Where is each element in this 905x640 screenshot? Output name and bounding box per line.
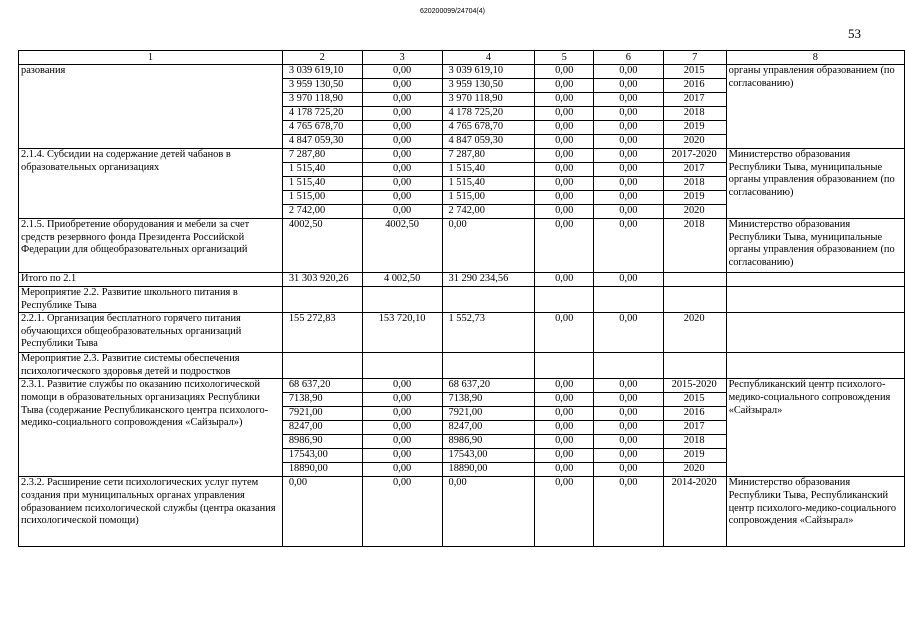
column-header: 5 (535, 51, 594, 65)
table-row (19, 149, 905, 163)
table-row (19, 273, 905, 287)
table-cell: 8247,00 (282, 421, 362, 435)
table-cell: 0,00 (362, 393, 442, 407)
table-cell: 0,00 (535, 379, 594, 393)
table-cell: 0,00 (594, 149, 664, 163)
table-cell: 0,00 (535, 177, 594, 191)
table-cell: 0,00 (594, 121, 664, 135)
table-cell: 0,00 (535, 79, 594, 93)
table-row (19, 353, 905, 379)
table-cell: 0,00 (362, 149, 442, 163)
column-header: 7 (663, 51, 726, 65)
table-cell (663, 353, 726, 379)
table-cell: 18890,00 (442, 463, 535, 477)
table-cell: 2017 (663, 163, 726, 177)
table-cell: 0,00 (535, 163, 594, 177)
table-cell: 2017 (663, 93, 726, 107)
table-cell: 1 515,00 (442, 191, 535, 205)
table-cell: 0,00 (594, 163, 664, 177)
table-cell: 68 637,20 (442, 379, 535, 393)
table-cell: 0,00 (362, 163, 442, 177)
table-cell: 0,00 (594, 191, 664, 205)
table-cell: 0,00 (594, 273, 664, 287)
row-label-meropriyatie-2-3: Мероприятие 2.3. Развитие системы обеспечения психологического здоровья детей и подростков (19, 353, 283, 379)
table-cell: 0,00 (594, 421, 664, 435)
table-cell: 0,00 (535, 65, 594, 79)
table-cell: 4 178 725,20 (442, 107, 535, 121)
table-cell (663, 287, 726, 313)
table-cell: 0,00 (535, 135, 594, 149)
table-cell: 3 039 619,10 (282, 65, 362, 79)
table-cell: 0,00 (535, 121, 594, 135)
table-cell: 17543,00 (282, 449, 362, 463)
table-cell: 0,00 (594, 393, 664, 407)
table-cell: 3 970 118,90 (442, 93, 535, 107)
row-label-2-3-1: 2.3.1. Развитие службы по оказанию психологической помощи в образовательных организациях Республики Тыва (содержание Республиканского центра психолого-медико-социального сопровождения «Сайзырал») (19, 379, 283, 477)
executor-cell (726, 273, 904, 287)
table-cell: 4 847 059,30 (442, 135, 535, 149)
table-cell: 0,00 (535, 205, 594, 219)
table-cell: 31 290 234,56 (442, 273, 535, 287)
row-label-razovaniya: разования (19, 65, 283, 149)
table-cell: 2020 (663, 205, 726, 219)
table-cell: 2017 (663, 421, 726, 435)
table-cell: 0,00 (594, 107, 664, 121)
table-cell (535, 353, 594, 379)
table-row (19, 379, 905, 393)
table-cell (282, 353, 362, 379)
table-cell: 0,00 (594, 65, 664, 79)
table-cell: 0,00 (362, 477, 442, 547)
table-cell: 155 272,83 (282, 313, 362, 353)
table-cell: 0,00 (362, 407, 442, 421)
table-cell: 7 287,80 (442, 149, 535, 163)
table-cell: 0,00 (594, 449, 664, 463)
table-cell: 2018 (663, 177, 726, 191)
table-cell: 0,00 (535, 393, 594, 407)
table-cell: 0,00 (594, 435, 664, 449)
table-cell (362, 353, 442, 379)
table-cell: 0,00 (362, 205, 442, 219)
row-label-2-3-2: 2.3.2. Расширение сети психологических услуг путем создания при муниципальных органах управления образованием психологической службы (центра оказания психологической помощи) (19, 477, 283, 547)
table-cell: 0,00 (535, 477, 594, 547)
table-cell: 0,00 (594, 379, 664, 393)
executor-cell: Республиканский центр психолого-медико-социального сопровождения «Сайзырал» (726, 379, 904, 477)
table-cell: 0,00 (442, 219, 535, 273)
table-cell: 2015-2020 (663, 379, 726, 393)
table-cell: 1 515,40 (282, 163, 362, 177)
table-cell: 68 637,20 (282, 379, 362, 393)
executor-cell: Министерство образования Республики Тыва, муниципальные органы управления образованием (по согласованию) (726, 149, 904, 219)
table-cell: 3 959 130,50 (442, 79, 535, 93)
table-cell: 0,00 (535, 93, 594, 107)
table-cell: 2015 (663, 393, 726, 407)
table-cell: 0,00 (535, 149, 594, 163)
table-cell: 7921,00 (282, 407, 362, 421)
table-cell: 7138,90 (442, 393, 535, 407)
table-cell: 2015 (663, 65, 726, 79)
column-header: 1 (19, 51, 283, 65)
table-cell: 1 552,73 (442, 313, 535, 353)
table-cell: 4 002,50 (362, 273, 442, 287)
table-cell (594, 353, 664, 379)
row-label-itogo-2-1: Итого по 2.1 (19, 273, 283, 287)
table-cell: 2019 (663, 121, 726, 135)
table-cell: 0,00 (535, 191, 594, 205)
table-cell: 31 303 920,26 (282, 273, 362, 287)
table-cell: 2018 (663, 435, 726, 449)
executor-cell (726, 353, 904, 379)
table-cell: 0,00 (362, 121, 442, 135)
table-cell: 0,00 (594, 407, 664, 421)
page-number: 53 (848, 26, 861, 41)
table-cell: 4 178 725,20 (282, 107, 362, 121)
row-label-meropriyatie-2-2: Мероприятие 2.2. Развитие школьного питания в Республике Тыва (19, 287, 283, 313)
row-label-2-2-1: 2.2.1. Организация бесплатного горячего питания обучающихся общеобразовательных организаций Республики Тыва (19, 313, 283, 353)
table-cell: 1 515,00 (282, 191, 362, 205)
table-cell: 0,00 (362, 379, 442, 393)
row-label-2-1-5: 2.1.5. Приобретение оборудования и мебели за счет средств резервного фонда Президента Российской Федерации для общеобразовательных организаций (19, 219, 283, 273)
executor-cell: Министерство образования Республики Тыва, Республиканский центр психолого-медико-социального сопровождения «Сайзырал» (726, 477, 904, 547)
column-header: 3 (362, 51, 442, 65)
header-row (19, 51, 905, 65)
table-cell: 18890,00 (282, 463, 362, 477)
table-cell: 3 959 130,50 (282, 79, 362, 93)
table-cell: 3 039 619,10 (442, 65, 535, 79)
table-cell: 4 765 678,70 (442, 121, 535, 135)
table-cell: 2020 (663, 135, 726, 149)
column-header: 8 (726, 51, 904, 65)
table-cell: 0,00 (594, 463, 664, 477)
table-cell: 8986,90 (282, 435, 362, 449)
table-cell: 0,00 (594, 93, 664, 107)
table-cell (282, 287, 362, 313)
table-cell: 7 287,80 (282, 149, 362, 163)
table-cell: 2018 (663, 107, 726, 121)
table-row (19, 65, 905, 79)
table-cell: 0,00 (594, 219, 664, 273)
document-code: 620200099/24704(4) (419, 8, 485, 15)
table-cell: 0,00 (362, 65, 442, 79)
table-cell: 0,00 (535, 407, 594, 421)
table-cell: 0,00 (362, 135, 442, 149)
column-header: 2 (282, 51, 362, 65)
table-cell: 0,00 (535, 273, 594, 287)
table-cell: 0,00 (594, 135, 664, 149)
table-cell: 0,00 (362, 107, 442, 121)
table-cell: 8986,90 (442, 435, 535, 449)
table-row (19, 287, 905, 313)
table-cell: 0,00 (535, 219, 594, 273)
table-cell: 0,00 (594, 205, 664, 219)
table-cell: 2014-2020 (663, 477, 726, 547)
table-cell (362, 287, 442, 313)
table-cell: 0,00 (535, 421, 594, 435)
table-cell: 2016 (663, 79, 726, 93)
table-cell: 2020 (663, 463, 726, 477)
table-cell: 153 720,10 (362, 313, 442, 353)
table-cell: 1 515,40 (442, 177, 535, 191)
table-cell: 2 742,00 (282, 205, 362, 219)
table-cell: 0,00 (535, 107, 594, 121)
table-cell: 0,00 (535, 449, 594, 463)
table-row (19, 219, 905, 273)
table-cell: 0,00 (362, 93, 442, 107)
table-cell: 7138,90 (282, 393, 362, 407)
table-cell: 2016 (663, 407, 726, 421)
table-cell: 2019 (663, 191, 726, 205)
table-cell: 4002,50 (362, 219, 442, 273)
table-cell: 0,00 (594, 313, 664, 353)
executor-cell: Министерство образования Республики Тыва, муниципальные органы управления образованием (по согласованию) (726, 219, 904, 273)
table-cell: 0,00 (362, 177, 442, 191)
table-cell: 0,00 (535, 313, 594, 353)
table-cell: 2018 (663, 219, 726, 273)
table-cell (442, 287, 535, 313)
table-cell: 0,00 (362, 79, 442, 93)
table-cell: 0,00 (442, 477, 535, 547)
table-cell: 0,00 (362, 449, 442, 463)
table-cell (535, 287, 594, 313)
table-cell (594, 287, 664, 313)
table-cell: 0,00 (594, 177, 664, 191)
program-table (18, 50, 905, 547)
row-label-2-1-4: 2.1.4. Субсидии на содержание детей чабанов в образовательных организациях (19, 149, 283, 219)
table-cell: 2 742,00 (442, 205, 535, 219)
column-header: 6 (594, 51, 664, 65)
table-cell (442, 353, 535, 379)
table-cell: 8247,00 (442, 421, 535, 435)
table-cell: 0,00 (535, 435, 594, 449)
table-cell: 0,00 (594, 477, 664, 547)
table-cell: 2017-2020 (663, 149, 726, 163)
table-cell: 4 847 059,30 (282, 135, 362, 149)
table-cell: 2019 (663, 449, 726, 463)
table-cell: 3 970 118,90 (282, 93, 362, 107)
table-row (19, 477, 905, 547)
table-cell: 0,00 (362, 191, 442, 205)
table-cell: 2020 (663, 313, 726, 353)
table-cell: 0,00 (362, 463, 442, 477)
executor-cell: органы управления образованием (по согласованию) (726, 65, 904, 149)
table-cell: 4002,50 (282, 219, 362, 273)
table-cell: 7921,00 (442, 407, 535, 421)
table-cell: 1 515,40 (442, 163, 535, 177)
table-cell: 1 515,40 (282, 177, 362, 191)
table-cell: 17543,00 (442, 449, 535, 463)
table-cell: 0,00 (362, 435, 442, 449)
table-cell: 0,00 (535, 463, 594, 477)
executor-cell (726, 287, 904, 313)
table-cell (663, 273, 726, 287)
table-cell: 0,00 (594, 79, 664, 93)
table-cell: 0,00 (362, 421, 442, 435)
executor-cell (726, 313, 904, 353)
table-row (19, 313, 905, 353)
column-header: 4 (442, 51, 535, 65)
table-cell: 4 765 678,70 (282, 121, 362, 135)
table-cell: 0,00 (282, 477, 362, 547)
